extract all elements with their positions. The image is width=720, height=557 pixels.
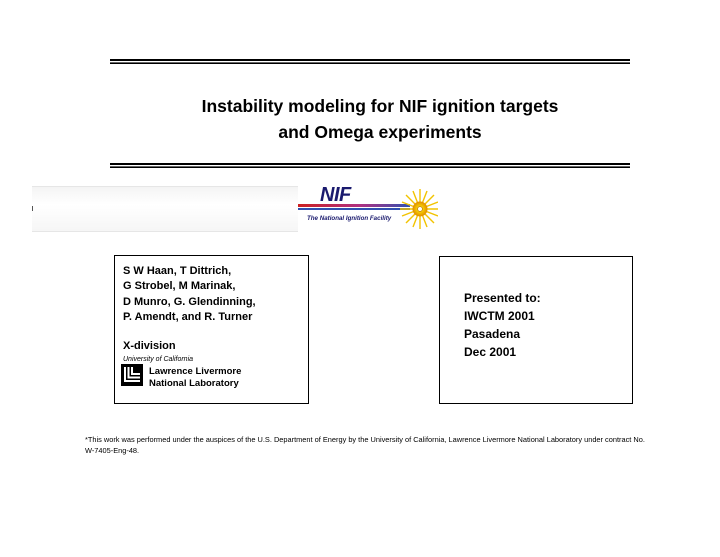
- author-line: D Munro, G. Glendinning,: [123, 295, 256, 308]
- author-line: S W Haan, T Dittrich,: [123, 265, 232, 277]
- title-line-2: and Omega experiments: [278, 122, 482, 142]
- presented-line: Presented to:: [464, 291, 541, 305]
- author-line: G Strobel, M Marinak,: [123, 280, 236, 293]
- authors-box: [114, 255, 309, 404]
- slide-title: [110, 93, 650, 145]
- title-line-1: Instability modeling for NIF ignition targets: [201, 96, 559, 116]
- nif-logo-graphic: [298, 183, 438, 233]
- top-rule: [110, 59, 630, 64]
- author-list: [123, 264, 256, 325]
- lab-name: [149, 366, 241, 390]
- presented-line: IWCTM 2001: [464, 309, 535, 323]
- university-label: University of California: [123, 356, 194, 363]
- presented-line: Dec 2001: [464, 345, 517, 359]
- presented-line: Pasadena: [464, 327, 521, 341]
- author-line: P. Amendt, and R. Turner: [123, 310, 253, 323]
- funding-footnote: *This work was performed under the auspices of the U.S. Department of Energy by the University of California, Lawrence Livermore National Laboratory under contract No. W-7405-Eng-48.: [85, 435, 645, 455]
- laser-beam-top: [298, 204, 410, 207]
- lab-name-line-1: Lawrence Livermore: [149, 366, 242, 377]
- laser-beam-bottom: [298, 208, 410, 210]
- presented-box: [439, 256, 633, 404]
- banner-mark: [32, 206, 33, 211]
- nif-logo-subtitle: The National Ignition Facility: [307, 215, 392, 222]
- sun-burst-icon: [400, 189, 438, 229]
- lab-name-line-2: National Laboratory: [149, 378, 239, 389]
- banner-strip: [32, 186, 298, 232]
- division-label: X-division: [123, 340, 176, 352]
- nif-logo-text: NIF: [320, 184, 351, 206]
- llnl-logo-icon: [121, 364, 143, 386]
- bottom-rule: [110, 163, 630, 168]
- presentation-info: [464, 289, 541, 361]
